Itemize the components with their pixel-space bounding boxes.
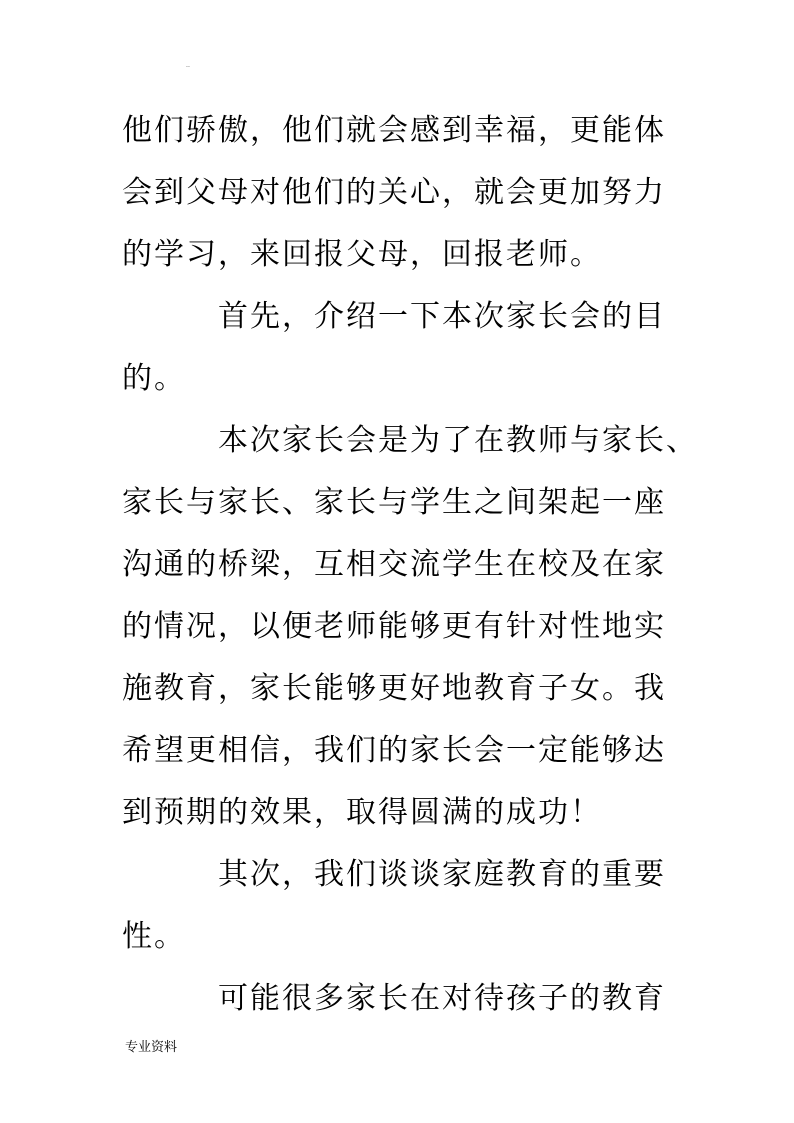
text-line: 施教育，家长能够更好地教育子女。我: [122, 671, 666, 706]
text-line: 会到父母对他们的关心，就会更加努力: [122, 175, 666, 210]
text-line: 的学习，来回报父母，回报老师。: [122, 237, 602, 272]
text-line: 的情况，以便老师能够更有针对性地实: [122, 609, 666, 644]
paragraph-start-line: 其次，我们谈谈家庭教育的重要: [218, 857, 666, 892]
footer-label: 专业资料: [125, 1040, 178, 1055]
text-line: 的。: [122, 361, 186, 396]
document-body: [122, 100, 702, 1030]
header-mark: ..: [186, 62, 190, 69]
text-line: 希望更相信，我们的家长会一定能够达: [122, 733, 666, 768]
text-line: 他们骄傲，他们就会感到幸福，更能体: [122, 113, 666, 148]
text-line: 沟通的桥梁，互相交流学生在校及在家: [122, 547, 666, 582]
text-line: 家长与家长、家长与学生之间架起一座: [122, 485, 666, 520]
paragraph-start-line: 可能很多家长在对待孩子的教育: [218, 981, 666, 1016]
text-line: 性。: [122, 919, 186, 954]
paragraph-start-line: 本次家长会是为了在教师与家长、: [218, 423, 698, 458]
text-line: 到预期的效果，取得圆满的成功！: [122, 795, 602, 830]
paragraph-start-line: 首先，介绍一下本次家长会的目: [218, 299, 666, 334]
